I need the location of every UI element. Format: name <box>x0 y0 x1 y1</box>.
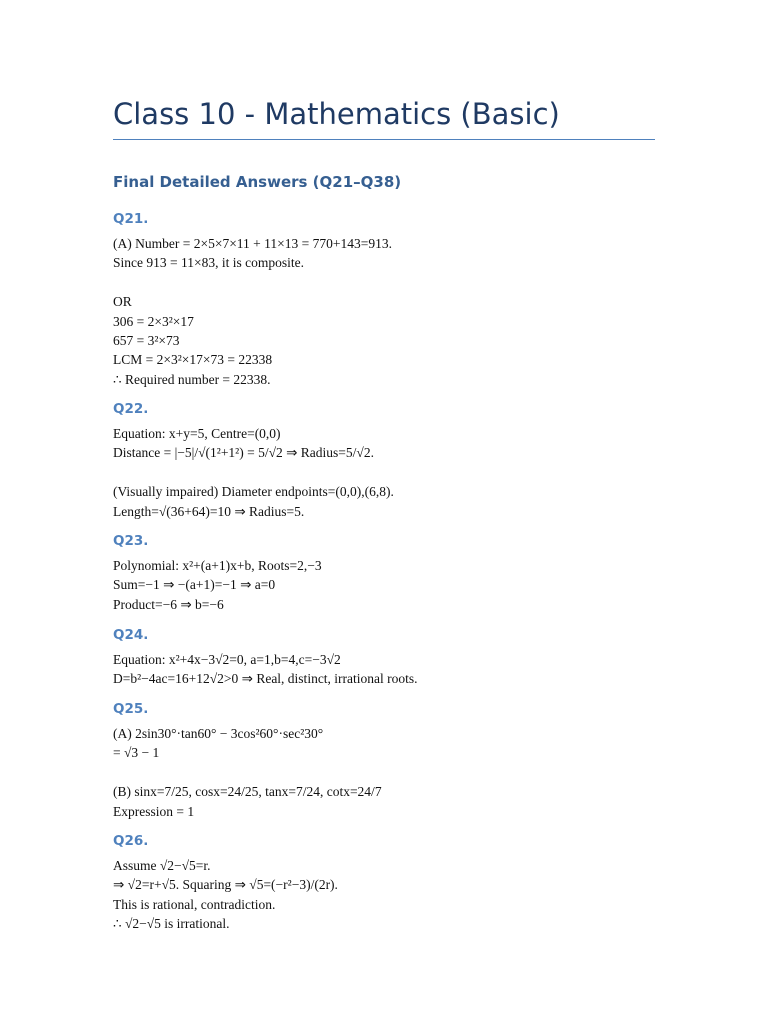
answer-line: ∴ Required number = 22338. <box>113 371 271 387</box>
answer-line: Distance = |−5|/√(1²+1²) = 5/√2 ⇒ Radius=5/√2. <box>113 445 374 461</box>
answer-line: Sum=−1 ⇒ −(a+1)=−1 ⇒ a=0 <box>113 577 276 593</box>
question-label: Q22. <box>113 401 149 417</box>
section-heading: Final Detailed Answers (Q21–Q38) <box>113 173 402 191</box>
answer-line: Equation: x²+4x−3√2=0, a=1,b=4,c=−3√2 <box>113 652 341 667</box>
answer-line: Equation: x+y=5, Centre=(0,0) <box>113 426 281 441</box>
question-label: Q25. <box>113 701 149 717</box>
question-label: Q21. <box>113 211 149 227</box>
question-block-q23 <box>113 531 655 614</box>
answer-line: 306 = 2×3²×17 <box>113 313 194 329</box>
question-label: Q24. <box>113 627 149 643</box>
answer-line: Since 913 = 11×83, it is composite. <box>113 255 304 271</box>
answer-line: (A) Number = 2×5×7×11 + 11×13 = 770+143=913. <box>113 236 392 251</box>
question-block-q21 <box>113 209 655 389</box>
answer-line: = √3 − 1 <box>113 745 160 761</box>
answer-line: (A) 2sin30°·tan60° − 3cos²60°·sec²30° <box>113 726 324 741</box>
question-block-q24 <box>113 625 655 689</box>
answer-line: Assume √2−√5=r. <box>113 858 211 873</box>
question-label: Q26. <box>113 833 149 849</box>
question-block-q22 <box>113 399 655 521</box>
answer-line: Length=√(36+64)=10 ⇒ Radius=5. <box>113 503 305 519</box>
answer-line: ⇒ √2=r+√5. Squaring ⇒ √5=(−r²−3)/(2r). <box>113 877 338 893</box>
answer-line: Product=−6 ⇒ b=−6 <box>113 596 224 612</box>
question-block-q25 <box>113 699 655 821</box>
answer-line: D=b²−4ac=16+12√2>0 ⇒ Real, distinct, irrational roots. <box>113 671 418 687</box>
document-title: Class 10 - Mathematics (Basic) <box>113 97 560 131</box>
question-block-q26 <box>113 831 655 934</box>
blank-line <box>113 463 655 482</box>
answer-line: Polynomial: x²+(a+1)x+b, Roots=2,−3 <box>113 558 322 573</box>
answer-line: LCM = 2×3²×17×73 = 22338 <box>113 352 273 368</box>
blank-line <box>113 763 655 782</box>
answer-line: Expression = 1 <box>113 803 195 819</box>
answer-line: ∴ √2−√5 is irrational. <box>113 916 230 932</box>
answer-line: 657 = 3²×73 <box>113 332 180 348</box>
answer-line: OR <box>113 294 132 310</box>
question-label: Q23. <box>113 533 149 549</box>
answer-line: This is rational, contradiction. <box>113 896 276 912</box>
answer-line: (B) sinx=7/25, cosx=24/25, tanx=7/24, cotx=24/7 <box>113 784 382 800</box>
answer-line: (Visually impaired) Diameter endpoints=(0,0),(6,8). <box>113 484 394 500</box>
title-underline-rule <box>113 139 655 140</box>
blank-line <box>113 273 655 292</box>
